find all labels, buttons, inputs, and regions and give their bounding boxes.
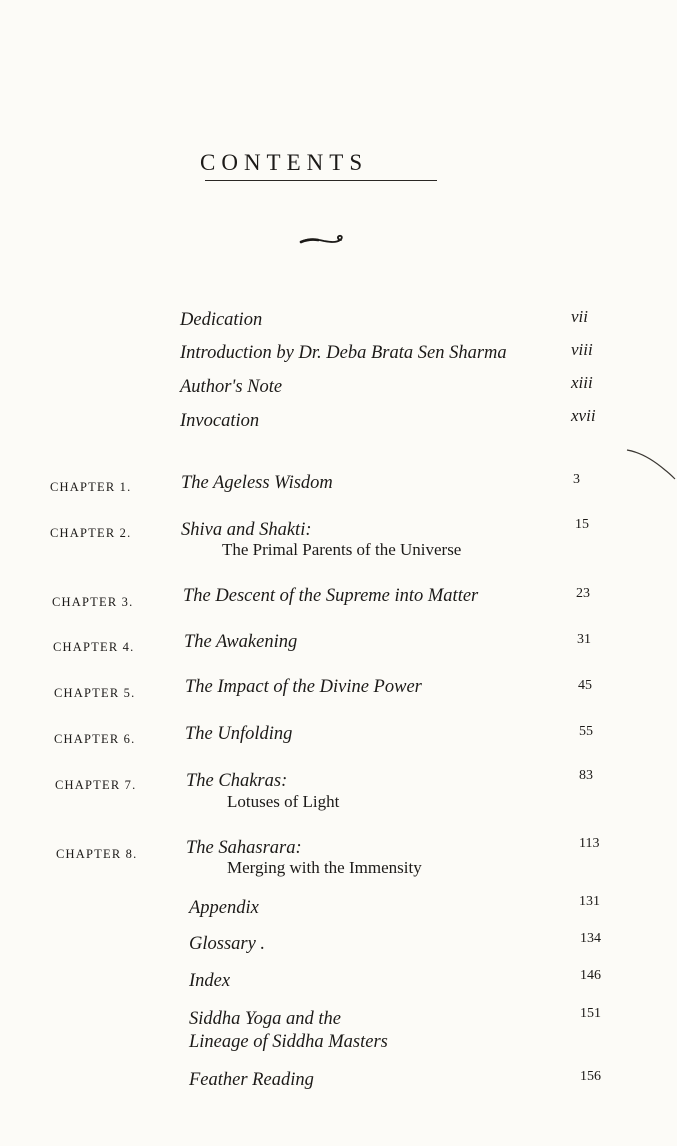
toc-title-authors-note[interactable]: Author's Note: [180, 377, 283, 397]
chapter-subtitle: Lotuses of Light: [227, 792, 340, 811]
chapter-label: CHAPTER 3.: [52, 595, 134, 609]
toc-page-invocation: xvii: [571, 406, 596, 425]
toc-title-index[interactable]: Index: [189, 971, 231, 991]
chapter-title[interactable]: The Sahasrara:: [186, 838, 302, 858]
toc-title-appendix[interactable]: Appendix: [189, 898, 259, 918]
toc-page-feather-reading: 156: [580, 1069, 601, 1084]
chapter-label: CHAPTER 2.: [50, 526, 132, 540]
chapter-page-number: 55: [579, 724, 593, 739]
chapter-label: CHAPTER 1.: [50, 480, 132, 494]
chapter-label: CHAPTER 4.: [53, 640, 135, 654]
chapter-label: CHAPTER 5.: [54, 686, 136, 700]
flourish-ornament-icon: [298, 230, 346, 250]
chapter-label: CHAPTER 7.: [55, 778, 137, 792]
toc-page-authors-note: xiii: [571, 373, 593, 392]
chapter-page-number: 45: [578, 678, 592, 693]
toc-title-siddha-yoga-line2[interactable]: Lineage of Siddha Masters: [189, 1032, 388, 1052]
chapter-title[interactable]: The Awakening: [184, 632, 298, 652]
contents-heading: CONTENTS: [200, 150, 369, 175]
toc-page-index: 146: [580, 968, 601, 983]
chapter-page-number: 31: [577, 632, 591, 647]
toc-page-appendix: 131: [579, 894, 600, 909]
toc-page-dedication: vii: [571, 307, 588, 326]
toc-page-siddha-yoga: 151: [580, 1006, 601, 1021]
chapter-title[interactable]: The Ageless Wisdom: [181, 473, 333, 493]
pen-mark-icon: [625, 440, 677, 480]
toc-title-feather-reading[interactable]: Feather Reading: [189, 1070, 314, 1090]
chapter-page-number: 83: [579, 768, 593, 783]
toc-title-glossary[interactable]: Glossary .: [189, 934, 266, 954]
chapter-label: CHAPTER 6.: [54, 732, 136, 746]
chapter-page-number: 23: [576, 586, 590, 601]
chapter-page-number: 113: [579, 836, 600, 851]
chapter-page-number: 3: [573, 472, 580, 487]
chapter-page-number: 15: [575, 517, 589, 532]
toc-title-introduction[interactable]: Introduction by Dr. Deba Brata Sen Sharma: [180, 343, 507, 363]
chapter-subtitle: The Primal Parents of the Universe: [222, 540, 462, 559]
heading-underline: [205, 180, 437, 181]
toc-title-dedication[interactable]: Dedication: [180, 310, 263, 330]
chapter-title[interactable]: The Descent of the Supreme into Matter: [183, 586, 479, 606]
chapter-title[interactable]: The Chakras:: [186, 771, 288, 791]
toc-title-siddha-yoga[interactable]: Siddha Yoga and the: [189, 1009, 341, 1029]
chapter-title[interactable]: The Impact of the Divine Power: [185, 677, 422, 697]
chapter-label: CHAPTER 8.: [56, 847, 138, 861]
toc-page-introduction: viii: [571, 340, 593, 359]
chapter-title[interactable]: The Unfolding: [185, 724, 293, 744]
toc-title-invocation[interactable]: Invocation: [180, 411, 260, 431]
chapter-subtitle: Merging with the Immensity: [227, 858, 422, 877]
chapter-title[interactable]: Shiva and Shakti:: [181, 520, 312, 540]
toc-page-glossary: 134: [580, 931, 601, 946]
